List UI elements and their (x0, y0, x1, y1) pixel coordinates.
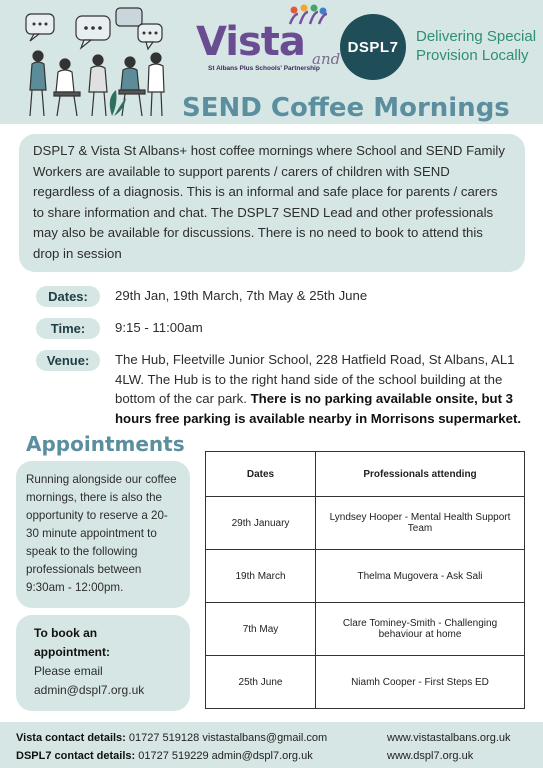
intro-panel (19, 134, 525, 272)
vista-website: www.vistastalbans.org.uk (387, 732, 511, 744)
table-cell-date: 25th June (206, 656, 316, 709)
dspl-contact-row (16, 747, 527, 765)
dspl-contact-label: DSPL7 contact details: (16, 750, 136, 762)
venue-value (115, 350, 525, 428)
table-row (206, 603, 525, 656)
tagline: Delivering Special Provision Locally (416, 28, 537, 64)
table-row (206, 497, 525, 550)
venue-text: The Hub, Fleetville Junior School, 228 Hatfield Road, St Albans, AL1 4LW. The Hub is to the right hand side of the school building at the bottom of the car park. (115, 352, 515, 406)
vista-subtitle: St Albans Plus Schools' Partnership (208, 65, 320, 72)
appointments-heading: Appointments (26, 432, 185, 456)
vista-contact-details: 01727 519128 vistastalbans@gmail.com (128, 732, 328, 744)
dspl-website: www.dspl7.org.uk (387, 750, 474, 762)
dspl7-logo: DSPL7 (340, 14, 406, 80)
table-cell-date: 7th May (206, 603, 316, 656)
booking-heading: To book an appointment: (34, 626, 110, 659)
vista-logo (196, 19, 320, 72)
dspl-contact-details: 01727 519229 admin@dspl7.org.uk (138, 750, 313, 762)
time-value: 9:15 - 11:00am (115, 320, 203, 335)
table-cell-date: 19th March (206, 550, 316, 603)
table-header-professionals: Professionals attending (316, 452, 525, 497)
table-header-dates: Dates (206, 452, 316, 497)
vista-contact-row (16, 729, 527, 747)
table-row (206, 656, 525, 709)
booking-text: Please email admin@dspl7.org.uk (34, 664, 145, 697)
time-label: Time: (36, 318, 100, 339)
and-connector: and (312, 50, 341, 68)
footer-contacts (0, 722, 543, 768)
appointments-panel (16, 461, 190, 608)
table-header-row (206, 452, 525, 497)
people-chatting-illustration (20, 4, 170, 122)
table-cell-professional: Clare Tominey-Smith - Challenging behaviour at home (316, 603, 525, 656)
appointments-text: Running alongside our coffee mornings, there is also the opportunity to reserve a 20-30 minute appointment to speak to the following professionals between 9:30am - 12:00pm. (26, 473, 177, 594)
venue-label: Venue: (36, 350, 100, 371)
page-title: SEND Coffee Mornings (182, 93, 510, 123)
table-cell-professional: Niamh Cooper - First Steps ED (316, 656, 525, 709)
table-cell-professional: Lyndsey Hooper - Mental Health Support Team (316, 497, 525, 550)
dates-value: 29th Jan, 19th March, 7th May & 25th June (115, 288, 368, 303)
vista-people-icon (288, 4, 328, 26)
vista-contact-label: Vista contact details: (16, 732, 126, 744)
dates-label: Dates: (36, 286, 100, 307)
table-cell-professional: Thelma Mugovera - Ask Sali (316, 550, 525, 603)
intro-text: DSPL7 & Vista St Albans+ host coffee mornings where School and SEND Family Workers are available to support parents / carers of children with SEND regardless of a diagnosis. This is an informal and safe place for parents / carers to share information and chat. The DSPL7 SEND Lead and other professionals may also be available for discussions. There is no need to book to attend this drop in session (33, 143, 505, 261)
table-row (206, 550, 525, 603)
professionals-table (205, 451, 525, 709)
vista-wordmark: Vista (196, 19, 305, 65)
header-banner (0, 0, 543, 124)
booking-panel (16, 615, 190, 711)
table-cell-date: 29th January (206, 497, 316, 550)
parking-note: There is no parking available onsite, but 3 hours free parking is available nearby in Morrisons supermarket. (115, 391, 522, 426)
